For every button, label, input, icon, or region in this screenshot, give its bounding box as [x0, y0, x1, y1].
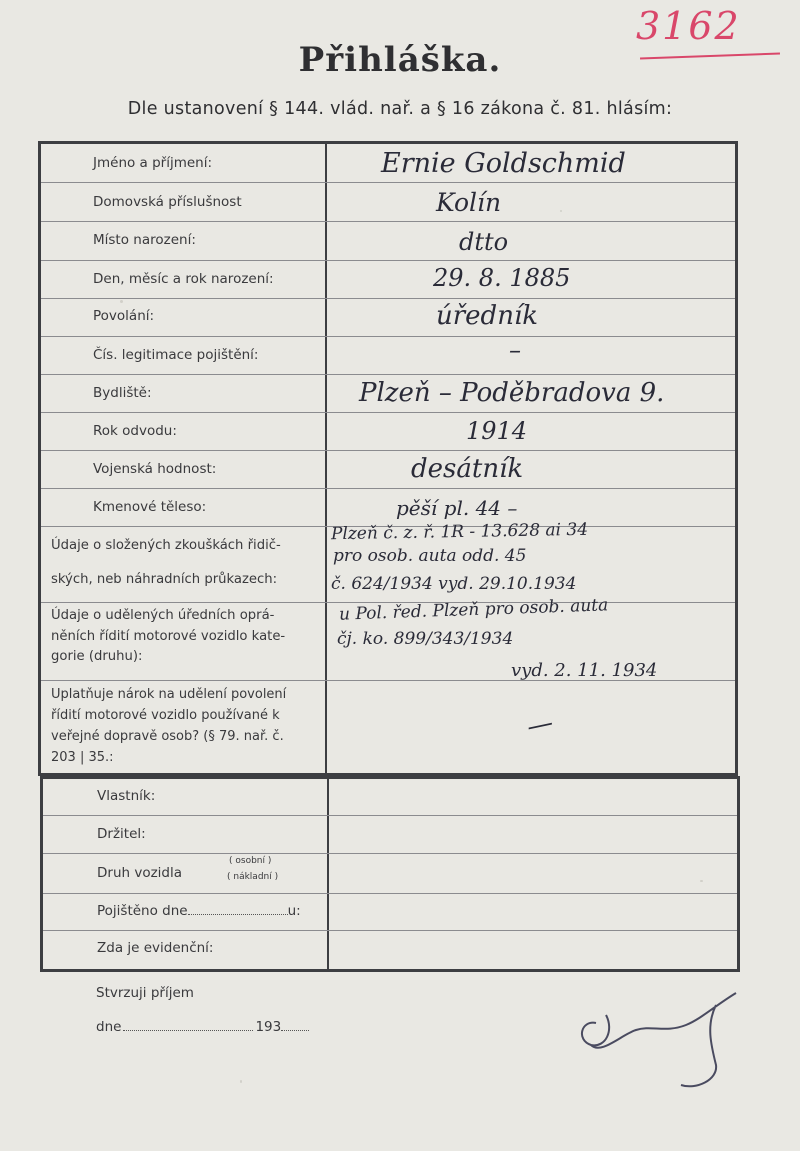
- column-divider: [327, 779, 329, 969]
- row-line: [41, 298, 735, 299]
- row-line: [41, 336, 735, 337]
- permits-label: Údaje o udělených úředních oprá- něních řídití motorové vozidlo kate- gorie (druhu):: [51, 608, 286, 664]
- birthdate-label: Den, měsíc a rok narození:: [93, 271, 274, 287]
- insured-label: Pojištěno dne u:: [97, 903, 301, 919]
- insurance-label: Čís. legitimace pojištění:: [93, 347, 259, 363]
- domicile-value: Kolín: [436, 188, 502, 217]
- confirm-receipt-label: Stvrzuji příjem: [96, 985, 194, 1001]
- document-number: 3162: [636, 4, 741, 48]
- name-value: Ernie Goldschmid: [381, 148, 626, 179]
- birthdate-value: 29. 8. 1885: [433, 264, 571, 292]
- row-line: [41, 450, 735, 451]
- row-line: [43, 893, 737, 894]
- personal-data-table: [38, 141, 738, 776]
- signature: [566, 985, 746, 1095]
- residence-label: Bydliště:: [93, 385, 152, 401]
- insurance-value: –: [509, 336, 521, 364]
- vehicle-type-option-personal: ( osobní ): [229, 856, 272, 866]
- row-line: [43, 853, 737, 854]
- row-line: [41, 374, 735, 375]
- registered-label: Zda je evidenční:: [97, 940, 214, 956]
- row-line: [41, 412, 735, 413]
- claim-value: —: [524, 707, 556, 743]
- vehicle-table: [40, 776, 740, 972]
- column-divider: [325, 144, 327, 773]
- vehicle-type-label: Druh vozidla: [97, 865, 183, 881]
- occupation-label: Povolání:: [93, 308, 155, 324]
- exams-value-1: Plzeň č. z. ř. 1R - 13.628 ai 34: [330, 519, 589, 545]
- row-line: [41, 260, 735, 261]
- conscription-value: 1914: [466, 417, 528, 445]
- row-line: [41, 221, 735, 222]
- row-line: [43, 815, 737, 816]
- claim-label: Uplatňuje nárok na udělení povolení řídití motorové vozidlo používané k veřejné dopravě osob? (§ 79. nař. č. 203 | 35.:: [51, 687, 287, 765]
- row-line: [41, 488, 735, 489]
- name-label: Jméno a příjmení:: [93, 155, 213, 171]
- vehicle-type-option-cargo: ( nákladní ): [227, 872, 279, 882]
- holder-label: Držitel:: [97, 826, 146, 842]
- owner-label: Vlastník:: [97, 788, 156, 804]
- exams-value-2: pro osob. auta odd. 45: [333, 546, 527, 566]
- rank-label: Vojenská hodnost:: [93, 461, 217, 477]
- row-line: [43, 930, 737, 931]
- birthplace-label: Místo narození:: [93, 232, 196, 248]
- unit-label: Kmenové těleso:: [93, 499, 207, 515]
- form-title: Přihláška.: [298, 40, 502, 80]
- exams-label: Údaje o složených zkouškách řidič- ských, neb náhradních průkazech:: [51, 538, 281, 587]
- occupation-value: úředník: [436, 301, 539, 331]
- signature-scribble: [566, 985, 746, 1095]
- permits-value-1: u Pol. řed. Plzeň pro osob. auta: [338, 595, 609, 625]
- unit-value: pěší pl. 44 –: [396, 496, 518, 520]
- birthplace-value: dtto: [459, 228, 509, 256]
- permits-value-3: vyd. 2. 11. 1934: [511, 660, 658, 681]
- permits-value-2: čj. ko. 899/343/1934: [337, 629, 514, 649]
- exams-value-3: č. 624/1934 vyd. 29.10.1934: [331, 574, 577, 594]
- receipt-date-line: dne 193: [96, 1019, 309, 1035]
- rank-value: desátník: [411, 454, 524, 484]
- form-subtitle: Dle ustanovení § 144. vlád. nař. a § 16 zákona č. 81. hlásím:: [127, 99, 673, 119]
- row-line: [41, 182, 735, 183]
- residence-value: Plzeň – Poděbradova 9.: [359, 378, 665, 408]
- domicile-label: Domovská příslušnost: [93, 194, 242, 210]
- conscription-label: Rok odvodu:: [93, 423, 177, 439]
